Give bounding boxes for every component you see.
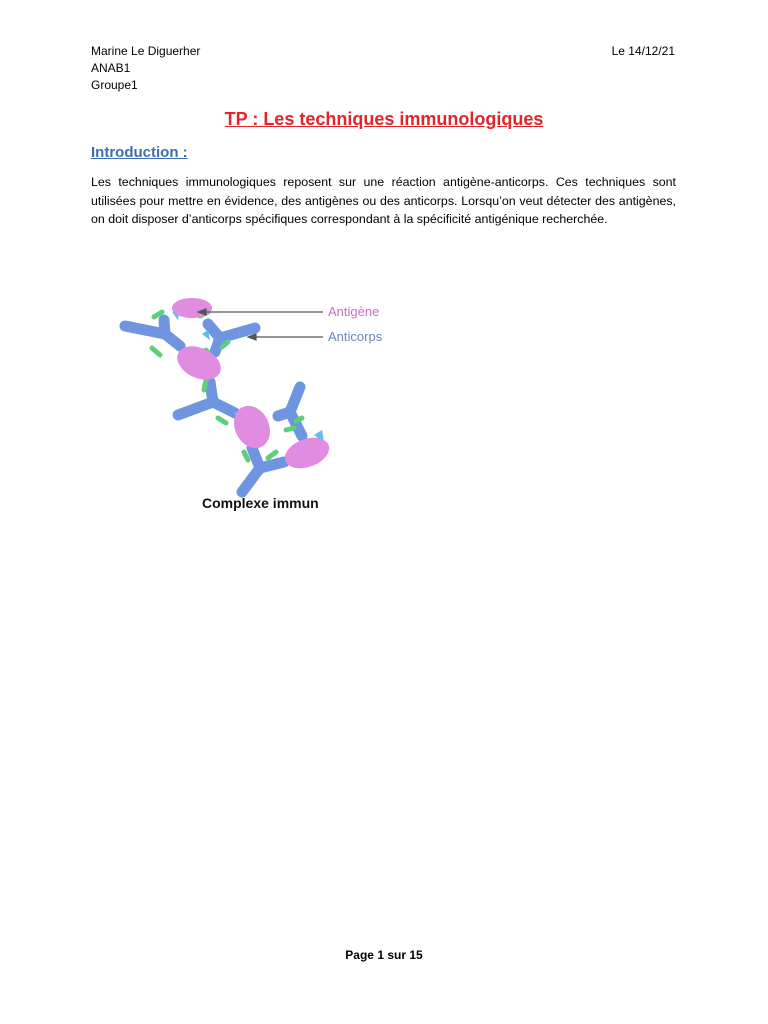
antigen-label: Antigène bbox=[328, 304, 380, 319]
intro-heading: Introduction : bbox=[91, 144, 188, 161]
intro-paragraph: Les techniques immunologiques reposent sur une réaction antigène-anticorps. Ces techniques sont utilisées pour mettre en évidence, des antigènes ou des anticorps. Lorsqu’on veut détecter des antigènes, on doit disposer d’anticorps spécifiques correspondant à la spécificité antigénique recherchée. bbox=[91, 175, 676, 226]
immune-complex-figure bbox=[110, 290, 410, 520]
author-name: Marine Le Diguerher bbox=[91, 44, 201, 58]
antibody-label: Anticorps bbox=[328, 329, 383, 344]
class-name: ANAB1 bbox=[91, 61, 131, 75]
figure-caption: Complexe immun bbox=[202, 495, 319, 511]
document-date: Le 14/12/21 bbox=[611, 44, 675, 58]
antibody-shape bbox=[125, 320, 180, 346]
group-name: Groupe1 bbox=[91, 78, 138, 92]
page-number: Page 1 sur 15 bbox=[345, 948, 423, 962]
page-title: TP : Les techniques immunologiques bbox=[224, 109, 544, 129]
antibody-shape bbox=[208, 324, 255, 352]
antibody-shape bbox=[242, 448, 284, 492]
